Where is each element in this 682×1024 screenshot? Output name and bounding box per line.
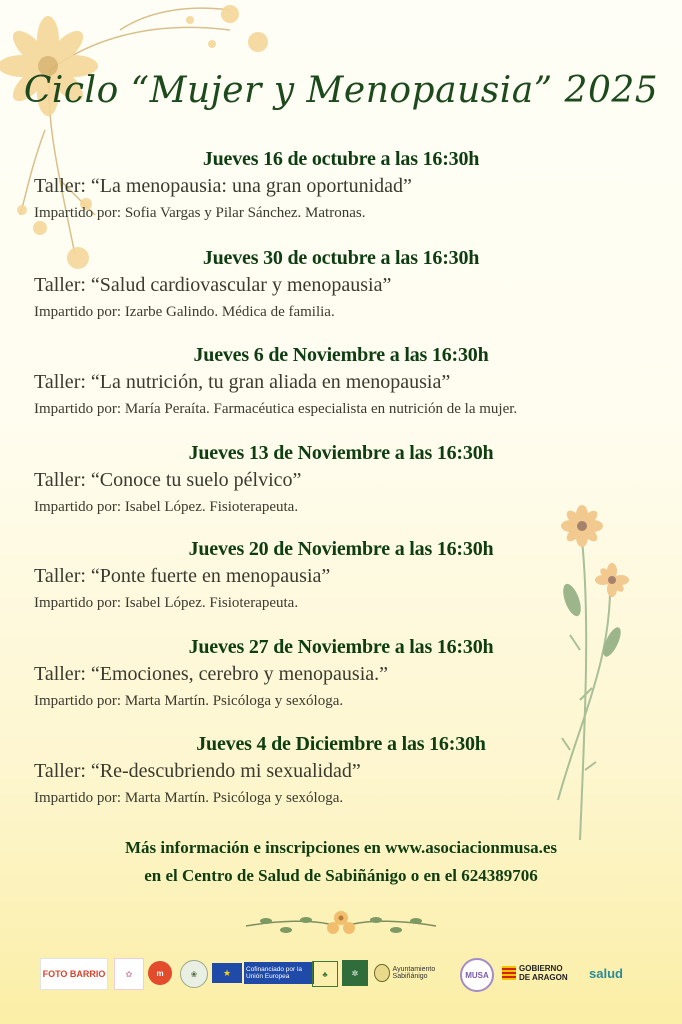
- event-taller: Taller: “Conoce tu suelo pélvico”: [34, 469, 302, 491]
- event-date: Jueves 4 de Diciembre a las 16:30h: [196, 733, 486, 755]
- flower-stem-right-icon: [540, 500, 640, 840]
- event-taller: Taller: “La menopausia: una gran oportunidad”: [34, 175, 412, 197]
- event-date: Jueves 30 de octubre a las 16:30h: [202, 247, 480, 269]
- event-speaker: Impartido por: María Peraíta. Farmacéutica especialista en nutrición de la mujer.: [34, 401, 518, 417]
- event-taller: Taller: “Re-descubriendo mi sexualidad”: [34, 760, 361, 782]
- logo-green-circle-icon: ❀: [180, 960, 208, 988]
- event-speaker: Impartido por: Isabel López. Fisioterapeuta.: [34, 595, 299, 611]
- event-speaker: Impartido por: Marta Martín. Psicóloga y sexóloga.: [34, 790, 344, 806]
- event-speaker: Impartido por: Izarbe Galindo. Médica de familia.: [34, 304, 335, 320]
- flower-branch-top-icon: [0, 0, 290, 280]
- event-date: Jueves 16 de octubre a las 16:30h: [202, 148, 480, 170]
- info-line-1: Más información e inscripciones en www.asociacionmusa.es: [124, 838, 558, 857]
- logo-green-square-icon: ✲: [342, 960, 368, 986]
- event-3: [34, 344, 664, 418]
- logo-eu-text: Cofinanciado por la Unión Europea: [244, 962, 314, 984]
- event-date: Jueves 6 de Noviembre a las 16:30h: [193, 344, 489, 366]
- event-date: Jueves 27 de Noviembre a las 16:30h: [188, 636, 494, 658]
- event-taller: Taller: “La nutrición, tu gran aliada en menopausia”: [34, 371, 451, 393]
- logo-ayuntamiento: Ayuntamiento Sabiñánigo: [374, 958, 460, 988]
- ornament-divider-icon: [241, 906, 441, 942]
- sponsor-logos: [40, 958, 640, 992]
- event-taller: Taller: “Emociones, cerebro y menopausia.”: [34, 663, 389, 685]
- logo-foto-barrio: FOTO BARRIO: [40, 958, 108, 990]
- info-line-2: en el Centro de Salud de Sabiñánigo o en el 624389706: [144, 866, 538, 885]
- event-taller: Taller: “Salud cardiovascular y menopausia”: [34, 274, 392, 296]
- event-speaker: Impartido por: Marta Martín. Psicóloga y sexóloga.: [34, 693, 344, 709]
- event-2: [34, 247, 664, 321]
- event-speaker: Impartido por: Isabel López. Fisioterapeuta.: [34, 499, 299, 515]
- event-date: Jueves 13 de Noviembre a las 16:30h: [188, 442, 494, 464]
- crest-icon: [374, 964, 390, 982]
- event-speaker: Impartido por: Sofia Vargas y Pilar Sánchez. Matronas.: [34, 205, 366, 221]
- event-1: [34, 148, 664, 222]
- event-taller: Taller: “Ponte fuerte en menopausia”: [34, 565, 331, 587]
- page-title: Ciclo “Mujer y Menopausia” 2025: [23, 70, 659, 111]
- aragon-flag-icon: [502, 966, 516, 980]
- logo-salud: salud: [589, 965, 623, 981]
- logo-pink-icon: ✿: [114, 958, 144, 990]
- logo-musa: MUSA: [460, 958, 494, 992]
- logo-gobierno-aragon: GOBIERNO DE ARAGON: [502, 958, 578, 988]
- logo-red-circle-icon: m: [148, 961, 172, 985]
- logo-eu-flag-icon: ★: [212, 963, 242, 983]
- logo-leaf-square-icon: ♣: [312, 961, 338, 987]
- event-date: Jueves 20 de Noviembre a las 16:30h: [188, 538, 494, 560]
